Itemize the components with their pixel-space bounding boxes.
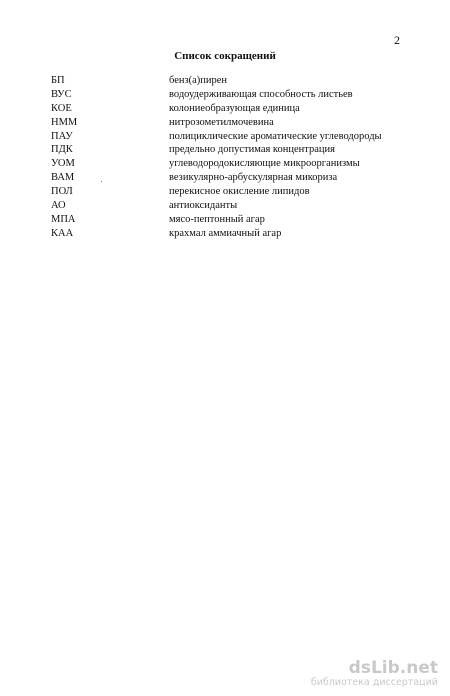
abbreviation-term: ПДК <box>51 144 73 156</box>
list-item <box>51 199 411 213</box>
abbreviation-term: НММ <box>51 116 78 128</box>
abbreviation-definition: перекисное окисление липидов <box>169 186 310 198</box>
list-item <box>51 157 411 171</box>
abbreviation-definition: бенз(а)пирен <box>169 75 228 86</box>
abbreviation-term: КОЕ <box>51 102 72 114</box>
list-item <box>51 74 411 88</box>
abbreviation-term: УОМ <box>51 158 75 170</box>
page-title: Список сокращений <box>174 50 276 62</box>
abbreviation-definition: везикулярно-арбускулярная микориза <box>169 172 338 184</box>
abbreviation-definition: углеводородокисляющие микроорганизмы <box>169 158 360 170</box>
abbreviation-definition: полициклические ароматические углеводороды <box>169 130 382 142</box>
list-item <box>51 116 411 130</box>
list-item <box>51 102 411 116</box>
watermark-logo: dsLib.net <box>348 658 438 678</box>
abbreviation-term: ВУС <box>51 88 72 100</box>
abbreviation-term: АО <box>51 200 66 212</box>
list-item <box>51 213 411 227</box>
list-item <box>51 143 411 157</box>
abbreviation-term: ПОЛ <box>51 186 73 198</box>
page-number: 2 <box>394 33 400 47</box>
list-item <box>51 185 411 199</box>
abbreviation-term: ПАУ <box>51 130 73 142</box>
watermark-caption: библиотека диссертаций <box>310 677 438 688</box>
list-item <box>51 130 411 144</box>
list-item <box>51 171 411 185</box>
abbreviation-list <box>51 74 411 241</box>
list-item <box>51 227 411 241</box>
list-item <box>51 88 411 102</box>
abbreviation-definition: нитрозометилмочевина <box>169 116 274 128</box>
scan-speck <box>101 181 102 182</box>
abbreviation-definition: мясо-пептонный агар <box>169 213 265 225</box>
abbreviation-term: БП <box>51 75 65 86</box>
abbreviation-term: КАА <box>51 227 74 239</box>
abbreviation-definition: колониеобразующая единица <box>169 102 300 114</box>
watermark <box>308 659 438 688</box>
abbreviation-term: ВАМ <box>51 172 75 184</box>
abbreviation-term: МПА <box>51 213 76 225</box>
abbreviation-definition: крахмал аммиачный агар <box>169 227 282 239</box>
abbreviation-definition: предельно допустимая концентрация <box>169 144 335 156</box>
abbreviation-definition: антиоксиданты <box>169 200 238 212</box>
abbreviation-definition: водоудерживающая способность листьев <box>169 88 353 100</box>
